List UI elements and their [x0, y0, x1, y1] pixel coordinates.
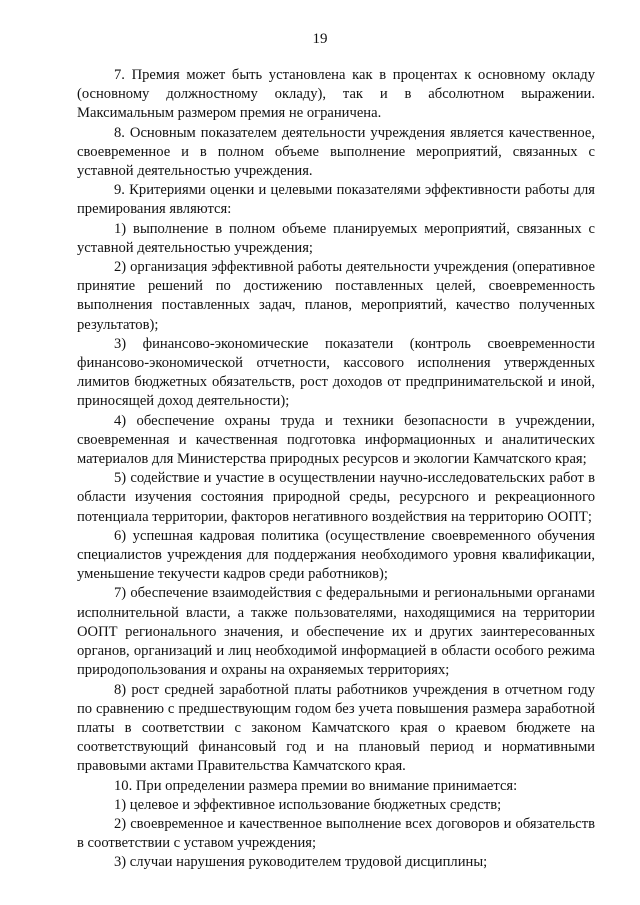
- consideration-item-3: 3) случаи нарушения руководителем трудовой дисциплины;: [114, 854, 488, 871]
- page-number: 19: [312, 31, 328, 47]
- criteria-item-7: 7) обеспечение взаимодействия с федеральными и региональными органами исполнительной власти, а также пользователями, находящимися на территории ООПТ регионального значения, и обеспечение их и других заинтересованных органов, организаций и лиц необходимой информацией в области особого режима природопользования и охраны на охраняемых территориях;: [77, 585, 595, 679]
- criteria-item-5: 5) содействие и участие в осуществлении научно-исследовательских работ в области изучения состояния природной среды, ресурсного и рекреационного потенциала территории, факторов негативного воздействия на территорию ООПТ;: [77, 470, 595, 525]
- paragraph-8-main-indicator: 8. Основным показателем деятельности учреждения является качественное, своевременное и в полном объеме выполнение мероприятий, связанных с уставной деятельностью учреждения.: [77, 124, 595, 180]
- paragraph-10-considerations-intro: 10. При определении размера премии во внимание принимается:: [114, 777, 518, 794]
- criteria-item-1: 1) выполнение в полном объеме планируемых мероприятий, связанных с уставной деятельностью учреждения;: [77, 220, 595, 256]
- criteria-item-8: 8) рост средней заработной платы работников учреждения в отчетном году по сравнению с предшествующим годом без учета повышения размера заработной платы в соответствии с законом Камчатского края о краевом бюджете на соответствующий финансовый год и на плановый период и нормативными правовыми актами Правительства Камчатского края.: [77, 681, 595, 775]
- consideration-item-2: 2) своевременное и качественное выполнение всех договоров и обязательств в соответствии с уставом учреждения;: [77, 815, 595, 852]
- criteria-item-3: 3) финансово-экономические показатели (контроль своевременности финансово-экономической отчетности, кассового исполнения утвержденных лимитов бюджетных обязательств, рост доходов от предпринимательской и иной, приносящей доход деятельности);: [77, 335, 595, 410]
- consideration-item-1: 1) целевое и эффективное использование бюджетных средств;: [114, 796, 502, 813]
- criteria-item-6: 6) успешная кадровая политика (осуществление своевременного обучения специалистов учреждения для поддержания необходимого уровня квалификации, уменьшение текучести кадров среди работников);: [77, 527, 595, 583]
- paragraph-9-criteria-intro: 9. Критериями оценки и целевыми показателями эффективности работы для премирования являются:: [77, 182, 595, 218]
- criteria-item-4: 4) обеспечение охраны труда и техники безопасности в учреждении, своевременная и качественная подготовка информационных и аналитических материалов для Министерства природных ресурсов и экологии Камчатского края;: [77, 412, 595, 468]
- document-body: [77, 66, 595, 873]
- criteria-item-2: 2) организация эффективной работы деятельности учреждения (оперативное принятие решений по достижению поставленных целей, своевременность выполнения поставленных задач, планов, мероприятий, качество полученных результатов);: [77, 259, 595, 333]
- paragraph-7-bonus-amount: 7. Премия может быть установлена как в процентах к основному окладу (основному должностному окладу), так и в абсолютном выражении. Максимальным размером премия не ограничена.: [77, 67, 595, 122]
